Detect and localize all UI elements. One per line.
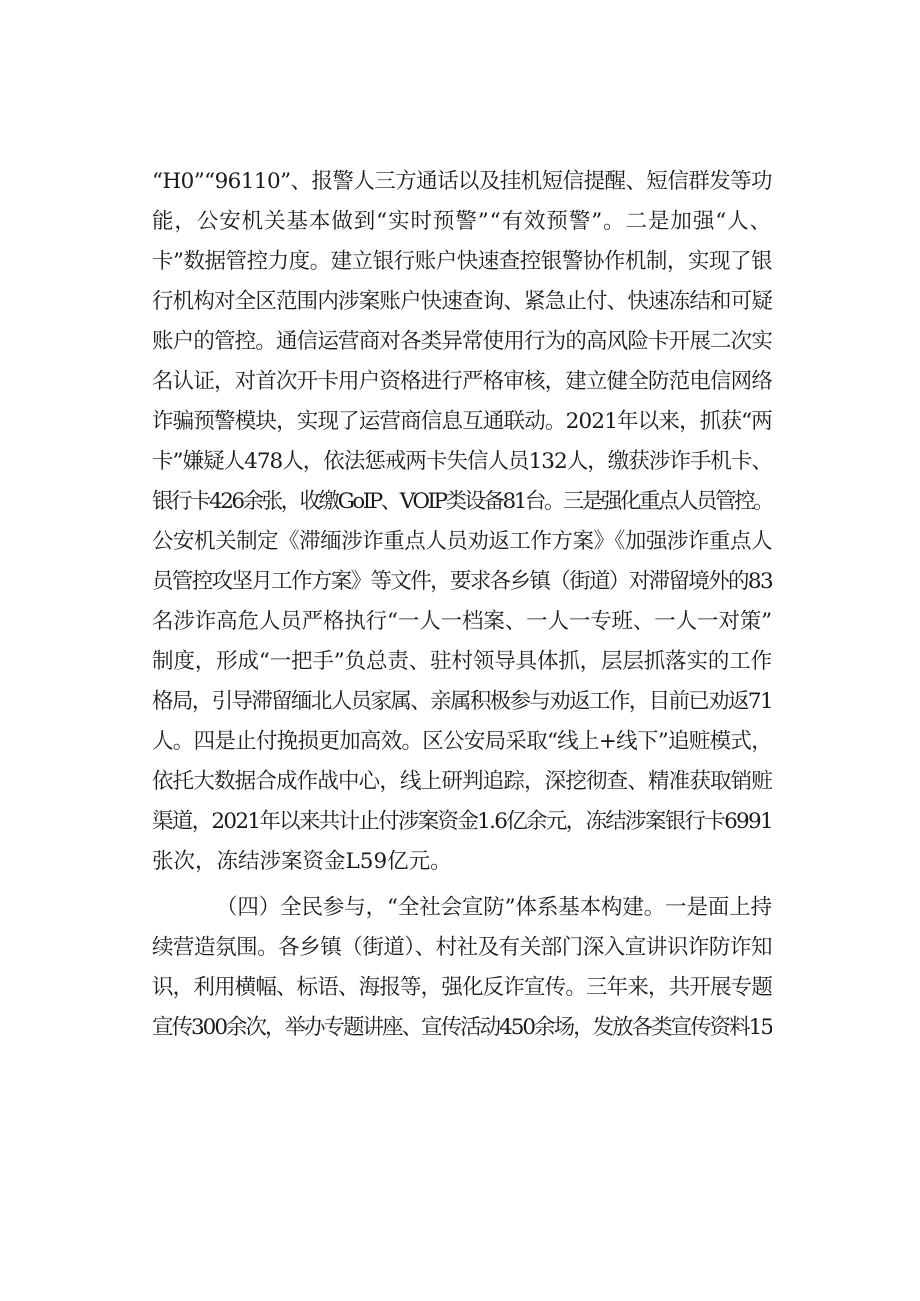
text-line: （四）全民参与，“全社会宣防”体系基本构建。一是面上持 [216,895,772,920]
text-line: 渠道，2021年以来共计止付涉案资金1.6亿余元，冻结涉案银行卡6991 [152,809,772,834]
text-line: 人。四是止付挽损更加高效。区公安局采取“线上+线下”追赃模式， [152,729,772,754]
paragraph-2 [152,888,772,1048]
text-line: 依托大数据合成作战中心，线上研判追踪，深挖彻查、精准获取销赃 [152,769,772,794]
text-line: 名认证，对首次开卡用户资格进行严格审核，建立健全防范电信网络 [152,369,772,394]
text-line: 能，公安机关基本做到“实时预警”“有效预警”。二是加强“人、 [152,209,772,234]
text-line: 格局，引导滞留缅北人员家属、亲属积极参与劝返工作，目前已劝返71 [152,689,772,714]
text-line: “H0”“96110”、报警人三方通话以及挂机短信提醒、短信群发等功 [152,169,772,194]
text-line: 名涉诈高危人员严格执行“一人一档案、一人一专班、一人一对策” [152,609,772,634]
text-line: 制度，形成“一把手”负总责、驻村领导具体抓，层层抓落实的工作 [152,649,772,674]
body-text [152,162,772,1048]
text-line: 员管控攻坚月工作方案》等文件，要求各乡镇（街道）对滞留境外的83 [152,569,772,594]
text-line: 张次，冻结涉案资金L59亿元。 [152,849,452,874]
text-line: 账户的管控。通信运营商对各类异常使用行为的高风险卡开展二次实 [152,329,772,354]
text-line: 公安机关制定《滞缅涉诈重点人员劝返工作方案》《加强涉诈重点人 [152,529,772,554]
text-line: 识，利用横幅、标语、海报等，强化反诈宣传。三年来，共开展专题 [152,975,772,1000]
text-line: 续营造氛围。各乡镇（街道）、村社及有关部门深入宣讲识诈防诈知 [152,935,772,960]
text-line: 卡”嫌疑人478人，依法惩戒两卡失信人员132人，缴获涉诈手机卡、 [152,449,772,474]
text-line: 银行卡426余张，收缴GoIP、VOIP类设备81台。三是强化重点人员管控。 [152,489,772,514]
text-line: 行机构对全区范围内涉案账户快速查询、紧急止付、快速冻结和可疑 [152,289,772,314]
paragraph-1 [152,162,772,882]
text-line: 宣传300余次，举办专题讲座、宣传活动450余场，发放各类宣传资料15 [152,1015,772,1040]
text-line: 诈骗预警模块，实现了运营商信息互通联动。2021年以来，抓获“两 [152,409,772,434]
text-line: 卡”数据管控力度。建立银行账户快速查控银警协作机制，实现了银 [152,249,772,274]
